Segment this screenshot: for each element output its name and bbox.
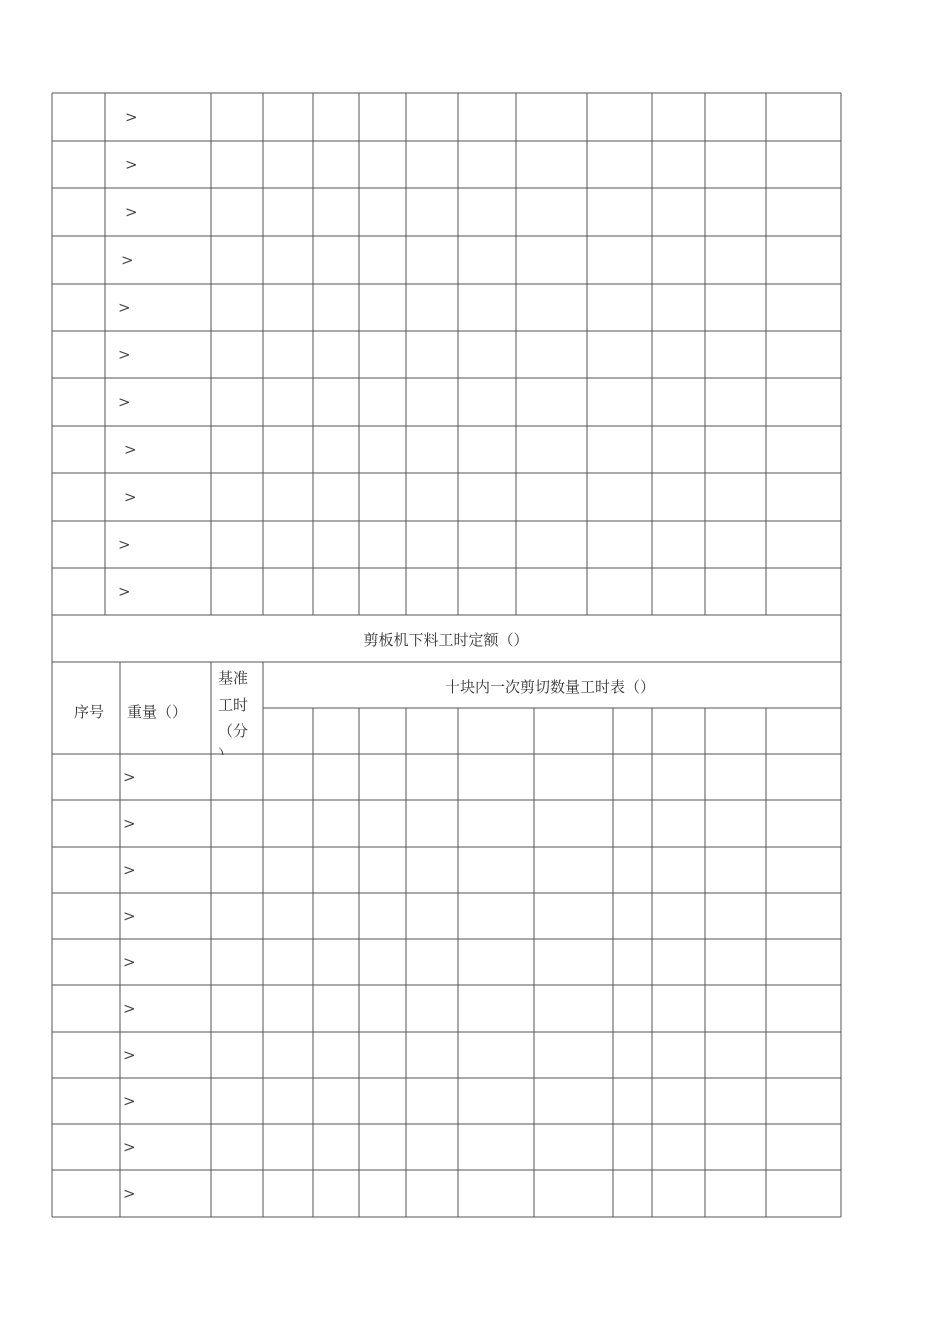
upper-row-mark: > [125,108,138,126]
lower-row-mark: > [123,861,136,879]
lower-row-mark: > [123,1092,136,1110]
upper-row-mark: > [125,155,138,174]
upper-row-mark: > [118,393,131,411]
upper-row-mark: > [118,298,131,317]
lower-row-mark: > [123,907,136,925]
upper-row-mark: > [124,488,137,506]
header-quantity-table: 十块内一次剪切数量工时表（） [444,678,656,696]
upper-row-mark: > [118,345,131,364]
upper-table-rows [118,108,138,601]
lower-row-mark: > [123,814,136,833]
header-weight: 重量（） [127,703,188,721]
lower-row-mark: > [123,953,136,971]
header-base-time [218,669,248,764]
lower-row-mark: > [123,1046,136,1064]
header-index: 序号 [73,703,105,721]
lower-row-mark: > [123,999,136,1018]
lower-row-mark: > [123,1138,136,1156]
table-grid-lines [52,93,841,1217]
lower-row-mark: > [123,768,136,786]
header-base-time-line-1: 基准 [218,669,249,687]
upper-row-mark: > [124,440,137,459]
header-base-time-line-3: （分 [218,722,249,740]
header-base-time-line-2: 工时 [218,696,249,714]
upper-row-mark: > [125,203,138,221]
upper-row-mark: > [118,535,131,554]
lower-row-mark: > [123,1184,136,1203]
upper-row-mark: > [118,582,131,601]
lower-table-title: 剪板机下料工时定额（） [363,631,529,649]
upper-row-mark: > [121,251,134,269]
